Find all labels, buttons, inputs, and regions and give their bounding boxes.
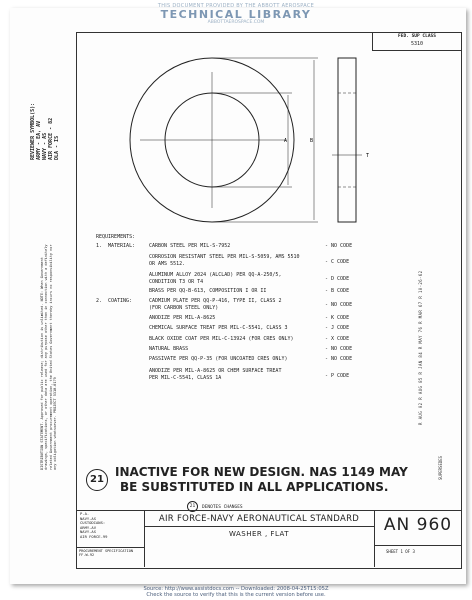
coating-item: PASSIVATE PER QQ-P-35 (FOR UNCOATED CRES ONLY) [149,356,288,362]
distribution-notice: DISTRIBUTION STATEMENT. Approved for public release; distribution is unlimited. NOTE: When Government drawings, specifications, or other data are used for any purpose other than in connection with a definitely related Government procurement operation, the United States Government thereby incurs no responsibility nor any obligation whatsoever. PROJECT 5310-0179 [40,244,57,470]
number-divider [374,510,375,567]
coating-code: - J CODE [325,325,350,331]
coating-item: CHEMICAL SURFACE TREAT PER MIL-C-5541, CLASS 3 [149,325,288,331]
material-item: CARBON STEEL PER MIL-S-7952 [149,243,231,249]
coating-row: 2. COATING: CADMIUM PLATE PER QQ-P-416, TYPE II, CLASS 2 [96,298,282,304]
coating-code: - NO CODE [325,346,353,352]
dim-t-label: T [366,153,370,159]
coating-item: CADMIUM PLATE PER QQ-P-416, TYPE II, CLASS 2 [149,298,282,304]
material-item-cont: CONDITION T3 OR T4 [149,279,204,285]
material-item-cont: OR AMS 5512. [149,261,186,267]
source-footer [0,586,472,598]
standard-title: AIR FORCE-NAVY AERONAUTICAL STANDARD [158,514,360,524]
sheet-info: SHEET 1 OF 3 [386,549,415,554]
coating-code: - P CODE [325,373,350,379]
denotes-changes: 21 DENOTES CHANGES [187,501,243,512]
fed-sup-class-value: 5310 [410,41,424,47]
material-item: ALUMINUM ALLOY 2024 (ALCLAD) PER QQ-A-250/5, [149,272,282,278]
procurement-spec: PROCUREMENT SPECIFICATION FF-W-92 [76,547,144,558]
revision-strip: R AUG 02 R AUG 85 R JAN 84 R MAY 76 R MAR 67 R 10-26-62 [418,270,423,425]
inactive-line-1: INACTIVE FOR NEW DESIGN. NAS 1149 MAY [115,465,408,479]
change-marker-small: 21 [187,501,198,512]
footer-check: Check the source to verify that this is the current version before use. [146,592,326,599]
coating-code: - K CODE [325,315,350,321]
banner-title: TECHNICAL LIBRARY [160,8,312,21]
supersedes-strip: SUPERSEDES [438,455,443,480]
material-item: CORROSION RESISTANT STEEL PER MIL-S-5059, AMS 5510 [149,254,300,260]
material-row: 1. MATERIAL: CARBON STEEL PER MIL-S-7952 [96,243,231,249]
coating-code: - X CODE [325,336,350,342]
requirements-heading: REQUIREMENTS: [96,234,136,240]
footer-source[interactable]: Source: http://www.assistdocs.com -- Downloaded: 2008-04-25T15:05Z [143,586,329,592]
material-code: - NO CODE [325,243,353,249]
change-marker: 21 [86,469,108,491]
washer-side-view [338,58,356,222]
reviewer-symbols: REVIEWER SYMBOL(S): ARMY - EA, AV NAVY - AS AIR FORCE - 82 DLA - IS [30,102,60,160]
banner-url: ABBOTTAEROSPACE.COM [207,20,265,25]
material-code: - C CODE [325,259,350,265]
title-divider [144,526,374,527]
coating-item-cont: (FOR CARBON STEEL ONLY) [149,305,219,311]
material-code: - D CODE [325,276,350,282]
dim-b-label: B [310,138,314,144]
coating-item: ANODIZE PER MIL-A-8625 OR CHEM SURFACE TREAT [149,368,282,374]
coating-item: ANODIZE PER MIL-A-8625 [149,315,216,321]
coating-code: - NO CODE [325,356,353,362]
coating-item-cont: PER MIL-C-5541, CLASS 1A [149,375,222,381]
washer-front-view [130,58,294,222]
coating-item: NATURAL BRASS [149,346,189,352]
sheet-divider [374,545,461,546]
part-name: WASHER , FLAT [228,530,290,538]
material-code: - B CODE [325,288,350,294]
fed-sup-class-label: FED. SUP CLASS [398,34,436,39]
agency-list: P.A. NAVY-AS CUSTODIANS: ARMY-AV NAVY-AS AIR FORCE-99 [80,511,108,539]
standard-number: AN 960 [383,515,453,535]
inactive-line-2: BE SUBSTITUTED IN ALL APPLICATIONS. [120,480,389,494]
material-item: BRASS PER QQ-B-613, COMPOSITION I OR II [149,288,267,294]
coating-code: - NO CODE [325,302,353,308]
banner-provided-by: THIS DOCUMENT PROVIDED BY THE ABBOTT AEROSPACE [157,3,315,9]
dim-a-label: A [284,138,288,144]
coating-item: BLACK OXIDE COAT PER MIL-C-13924 (FOR CRES ONLY) [149,336,294,342]
